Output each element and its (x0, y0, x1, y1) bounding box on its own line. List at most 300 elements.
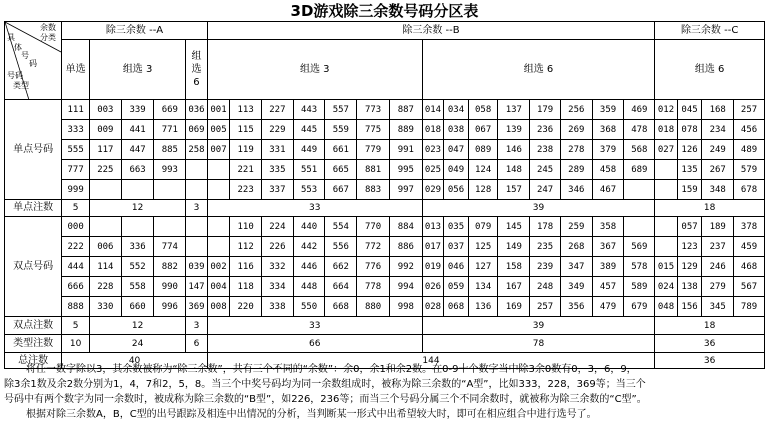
number-cell: 332 (262, 257, 294, 277)
number-cell: 579 (734, 160, 765, 180)
number-cell: 333 (62, 120, 90, 140)
double_rows-row (5, 257, 765, 277)
vertical-char: 6 (193, 77, 200, 88)
number-cell: 034 (444, 100, 469, 120)
number-cell: 441 (121, 120, 154, 140)
number-cell: 331 (262, 140, 294, 160)
number-cell: 158 (498, 257, 530, 277)
number-cell: 338 (262, 297, 294, 317)
number-cell (186, 160, 208, 180)
number-cell: 167 (498, 277, 530, 297)
number-cell: 449 (293, 140, 325, 160)
number-cell (207, 217, 230, 237)
count-cell: 3 (186, 200, 208, 217)
number-cell: 998 (389, 297, 422, 317)
double_rows-row (5, 217, 765, 237)
number-cell: 089 (468, 140, 498, 160)
number-cell: 992 (389, 257, 422, 277)
count-cell: 12 (89, 317, 185, 335)
number-cell: 047 (444, 140, 469, 160)
single_rows-row (5, 120, 765, 140)
number-cell: 886 (389, 237, 422, 257)
count-cell: 33 (207, 200, 422, 217)
single_rows-row (5, 100, 765, 120)
number-cell: 257 (734, 100, 765, 120)
number-cell: 019 (422, 257, 444, 277)
number-cell: 996 (154, 297, 186, 317)
number-cell: 057 (677, 217, 702, 237)
number-cell: 678 (734, 180, 765, 200)
number-cell: 559 (325, 120, 357, 140)
total-label: 总注数 (5, 353, 62, 369)
number-cell: 256 (560, 100, 592, 120)
number-cell: 246 (702, 257, 734, 277)
c-zuxuan6-header: 组选 6 (655, 40, 765, 100)
number-cell: 124 (468, 160, 498, 180)
number-cell (207, 180, 230, 200)
number-cell: 459 (734, 237, 765, 257)
number-cell: 229 (262, 120, 294, 140)
number-cell: 660 (121, 297, 154, 317)
number-cell: 227 (262, 100, 294, 120)
number-cell: 136 (468, 297, 498, 317)
number-cell: 045 (677, 100, 702, 120)
number-cell: 234 (702, 120, 734, 140)
number-cell: 069 (186, 120, 208, 140)
number-cell: 118 (230, 277, 262, 297)
number-cell: 002 (207, 257, 230, 277)
number-cell: 885 (154, 140, 186, 160)
number-cell: 554 (325, 217, 357, 237)
count-cell: 39 (422, 317, 655, 335)
number-cell: 268 (560, 237, 592, 257)
number-cell: 039 (186, 257, 208, 277)
number-cell: 134 (468, 277, 498, 297)
number-cell: 189 (702, 217, 734, 237)
number-cell: 068 (444, 297, 469, 317)
number-cell: 110 (230, 217, 262, 237)
number-cell: 345 (702, 297, 734, 317)
note-line: 将任一数字除以3，其余数被称为“除三余数”，共有三个不同的“余数”：余0，余1和余2数。在0-9十个数字当中除3余0数有0，3，6，9， (26, 364, 637, 375)
number-cell: 116 (230, 257, 262, 277)
number-cell: 018 (655, 120, 678, 140)
corner-label: 具 (7, 33, 15, 42)
number-cell: 467 (592, 180, 624, 200)
corner-label: 余数 (40, 23, 56, 32)
number-cell (89, 217, 121, 237)
number-cell: 347 (560, 257, 592, 277)
number-cell: 156 (677, 297, 702, 317)
number-cell: 220 (230, 297, 262, 317)
number-cell: 008 (207, 297, 230, 317)
number-cell: 555 (62, 140, 90, 160)
number-cell: 772 (357, 237, 390, 257)
number-cell (624, 217, 655, 237)
single-count-row-label: 单点注数 (5, 200, 62, 217)
number-cell: 026 (422, 277, 444, 297)
number-cell: 224 (262, 217, 294, 237)
number-cell (154, 217, 186, 237)
corner-label: 号码 (7, 71, 23, 80)
number-cell: 025 (422, 160, 444, 180)
note-line: 根据对除三余数A，B，C型的出号跟踪及相连中出情况的分析，当判断某一形式中出希望较大时，即可在相应组合中进行选号了。 (26, 409, 597, 420)
number-cell: 007 (207, 140, 230, 160)
number-cell: 991 (389, 140, 422, 160)
number-cell: 119 (230, 140, 262, 160)
number-cell: 114 (89, 257, 121, 277)
number-cell: 221 (230, 160, 262, 180)
number-cell: 356 (560, 297, 592, 317)
number-cell: 247 (530, 180, 561, 200)
vertical-char: 选 (191, 64, 202, 75)
number-cell: 568 (624, 140, 655, 160)
corner-label: 体 (14, 43, 22, 52)
number-cell: 778 (357, 277, 390, 297)
double_rows-row (5, 277, 765, 297)
number-cell: 129 (677, 257, 702, 277)
number-cell: 444 (62, 257, 90, 277)
number-cell: 994 (389, 277, 422, 297)
number-cell: 335 (262, 160, 294, 180)
number-cell: 556 (325, 237, 357, 257)
number-cell: 553 (293, 180, 325, 200)
number-cell: 225 (89, 160, 121, 180)
number-cell (655, 237, 678, 257)
single_rows-row (5, 180, 765, 200)
number-cell: 000 (62, 217, 90, 237)
number-cell: 551 (293, 160, 325, 180)
number-cell: 359 (592, 100, 624, 120)
number-cell: 018 (422, 120, 444, 140)
number-cell: 258 (186, 140, 208, 160)
double_rows-row (5, 237, 765, 257)
number-cell: 445 (293, 120, 325, 140)
number-cell: 578 (624, 257, 655, 277)
number-cell: 336 (121, 237, 154, 257)
number-cell: 015 (655, 257, 678, 277)
number-cell: 169 (498, 297, 530, 317)
number-cell: 013 (422, 217, 444, 237)
header-row-types (5, 40, 765, 70)
number-cell: 368 (592, 120, 624, 140)
count-cell: 5 (62, 200, 90, 217)
a-zuxuan3-header: 组选 3 (89, 40, 185, 100)
number-cell: 006 (89, 237, 121, 257)
number-cell: 278 (560, 140, 592, 160)
number-cell: 689 (624, 160, 655, 180)
number-cell: 379 (592, 140, 624, 160)
number-cell: 238 (530, 140, 561, 160)
type-count-row-label: 类型注数 (5, 335, 62, 353)
danxuan-header: 单选 (62, 40, 90, 100)
count-cell: 18 (655, 200, 765, 217)
count-cell: 33 (207, 317, 422, 335)
note-line: 号码中有两个数字为同一余数时，被成称为除三余数的“B型”，如226，236等；而当三个号码分属三个不同余数时，就被称为除三余数的“C型”。 (4, 394, 647, 405)
number-cell: 035 (444, 217, 469, 237)
number-cell: 279 (702, 277, 734, 297)
number-cell: 779 (357, 140, 390, 160)
a-zuxuan6-header (186, 40, 208, 100)
number-cell: 012 (655, 100, 678, 120)
number-cell: 117 (89, 140, 121, 160)
number-cell: 662 (325, 257, 357, 277)
number-cell: 027 (655, 140, 678, 160)
number-cell: 048 (655, 297, 678, 317)
total-c: 36 (655, 353, 765, 369)
number-cell: 149 (498, 237, 530, 257)
number-cell (121, 217, 154, 237)
number-cell (655, 217, 678, 237)
total-b: 144 (207, 353, 655, 369)
number-cell: 146 (498, 140, 530, 160)
number-cell: 389 (592, 257, 624, 277)
number-cell: 239 (530, 257, 561, 277)
number-cell (207, 237, 230, 257)
number-cell: 248 (530, 277, 561, 297)
number-cell: 567 (734, 277, 765, 297)
number-cell: 157 (498, 180, 530, 200)
number-cell: 456 (734, 120, 765, 140)
number-cell: 249 (702, 140, 734, 160)
number-cell: 489 (734, 140, 765, 160)
number-cell: 079 (468, 217, 498, 237)
number-cell: 159 (677, 180, 702, 200)
number-cell: 558 (121, 277, 154, 297)
b-zuxuan6-header: 组选 6 (422, 40, 655, 100)
number-cell: 557 (325, 100, 357, 120)
number-cell: 168 (702, 100, 734, 120)
number-cell: 777 (62, 160, 90, 180)
number-cell: 457 (592, 277, 624, 297)
number-cell: 884 (389, 217, 422, 237)
count-cell: 3 (186, 317, 208, 335)
number-cell (121, 180, 154, 200)
number-cell: 569 (624, 237, 655, 257)
number-cell: 330 (89, 297, 121, 317)
number-cell: 014 (422, 100, 444, 120)
number-cell: 269 (560, 120, 592, 140)
number-cell: 046 (444, 257, 469, 277)
number-cell: 125 (468, 237, 498, 257)
number-cell: 889 (389, 120, 422, 140)
number-cell: 888 (62, 297, 90, 317)
number-cell: 448 (293, 277, 325, 297)
number-cell: 358 (592, 217, 624, 237)
number-cell: 882 (154, 257, 186, 277)
number-cell: 024 (655, 277, 678, 297)
number-cell: 137 (498, 100, 530, 120)
note-line: 除3余1数及余2数分别为1，4，7和2，5，8。当三个中奖号码均为同一余数组成时，被称为除三余数的“A型”，比如333，228，369等；当三个 (4, 379, 646, 390)
number-cell: 147 (186, 277, 208, 297)
number-cell: 139 (498, 120, 530, 140)
number-cell: 017 (422, 237, 444, 257)
number-cell: 223 (230, 180, 262, 200)
number-cell: 667 (325, 180, 357, 200)
vertical-char: 组 (191, 51, 202, 62)
corner-label: 号 (21, 51, 29, 60)
number-cell: 067 (468, 120, 498, 140)
number-cell: 038 (444, 120, 469, 140)
number-cell: 115 (230, 120, 262, 140)
number-cell: 880 (357, 297, 390, 317)
number-cell: 550 (293, 297, 325, 317)
number-cell: 447 (121, 140, 154, 160)
count-cell: 66 (207, 335, 422, 353)
number-cell: 990 (154, 277, 186, 297)
number-cell: 774 (154, 237, 186, 257)
number-cell: 468 (734, 257, 765, 277)
number-cell: 469 (624, 100, 655, 120)
number-cell: 005 (207, 120, 230, 140)
group-a-header: 除三余数 --A (62, 22, 207, 40)
number-cell: 337 (262, 180, 294, 200)
number-cell: 552 (121, 257, 154, 277)
number-cell: 245 (530, 160, 561, 180)
number-cell: 666 (62, 277, 90, 297)
number-cell: 997 (389, 180, 422, 200)
double-count-row-label: 双点注数 (5, 317, 62, 335)
number-cell: 458 (592, 160, 624, 180)
number-cell: 478 (624, 120, 655, 140)
number-cell: 112 (230, 237, 262, 257)
number-cell: 665 (325, 160, 357, 180)
number-cell: 669 (154, 100, 186, 120)
number-cell: 148 (498, 160, 530, 180)
corner-label: 分类 (40, 33, 56, 42)
corner-label: 类型 (13, 81, 29, 90)
number-cell: 145 (498, 217, 530, 237)
number-cell: 442 (293, 237, 325, 257)
number-cell: 443 (293, 100, 325, 120)
number-cell (154, 180, 186, 200)
number-cell: 078 (677, 120, 702, 140)
number-cell (655, 180, 678, 200)
type-count-row (5, 335, 765, 353)
number-cell: 773 (357, 100, 390, 120)
number-cell: 479 (592, 297, 624, 317)
header-row-groups (5, 22, 765, 40)
number-cell: 056 (444, 180, 469, 200)
number-cell: 446 (293, 257, 325, 277)
number-cell: 222 (62, 237, 90, 257)
number-cell: 235 (530, 237, 561, 257)
number-cell: 289 (560, 160, 592, 180)
double-label: 双点号码 (5, 217, 62, 317)
count-cell: 5 (62, 317, 90, 335)
number-cell: 776 (357, 257, 390, 277)
number-cell: 049 (444, 160, 469, 180)
number-cell: 257 (530, 297, 561, 317)
number-cell: 999 (62, 180, 90, 200)
number-cell: 771 (154, 120, 186, 140)
number-cell: 887 (389, 100, 422, 120)
number-cell: 237 (702, 237, 734, 257)
number-cell: 679 (624, 297, 655, 317)
count-cell: 6 (186, 335, 208, 353)
number-cell: 378 (734, 217, 765, 237)
number-cell: 883 (357, 180, 390, 200)
number-cell: 226 (262, 237, 294, 257)
number-cell: 028 (422, 297, 444, 317)
number-cell: 236 (530, 120, 561, 140)
count-cell: 12 (89, 200, 185, 217)
number-cell: 995 (389, 160, 422, 180)
group-c-header: 除三余数 --C (655, 22, 765, 40)
corner-label: 码 (29, 59, 37, 68)
number-cell (624, 180, 655, 200)
single-count-row (5, 200, 765, 217)
count-cell: 18 (655, 317, 765, 335)
number-cell: 775 (357, 120, 390, 140)
number-cell: 128 (468, 180, 498, 200)
number-cell: 138 (677, 277, 702, 297)
number-cell: 001 (207, 100, 230, 120)
number-cell: 009 (89, 120, 121, 140)
number-cell: 349 (560, 277, 592, 297)
count-cell: 10 (62, 335, 90, 353)
number-cell: 178 (530, 217, 561, 237)
single_rows-row (5, 160, 765, 180)
double_rows-row (5, 297, 765, 317)
number-cell: 440 (293, 217, 325, 237)
number-cell: 664 (325, 277, 357, 297)
number-cell: 036 (186, 100, 208, 120)
total-a: 40 (62, 353, 207, 369)
number-cell: 789 (734, 297, 765, 317)
number-cell: 004 (207, 277, 230, 297)
number-cell: 369 (186, 297, 208, 317)
number-cell: 179 (530, 100, 561, 120)
number-cell (207, 160, 230, 180)
single-label: 单点号码 (5, 100, 62, 200)
number-cell: 228 (89, 277, 121, 297)
number-cell: 113 (230, 100, 262, 120)
double-count-row (5, 317, 765, 335)
number-cell: 663 (121, 160, 154, 180)
count-cell: 24 (89, 335, 185, 353)
count-cell: 39 (422, 200, 655, 217)
number-cell: 770 (357, 217, 390, 237)
number-cell: 126 (677, 140, 702, 160)
count-cell: 78 (422, 335, 655, 353)
number-cell: 589 (624, 277, 655, 297)
number-cell: 348 (702, 180, 734, 200)
number-cell: 037 (444, 237, 469, 257)
number-cell: 259 (560, 217, 592, 237)
page-title: 3D游戏除三余数号码分区表 (290, 2, 479, 20)
number-cell: 367 (592, 237, 624, 257)
number-cell: 993 (154, 160, 186, 180)
group-b-header: 除三余数 --B (207, 22, 655, 40)
b-zuxuan3-header: 组选 3 (207, 40, 422, 100)
number-cell (89, 180, 121, 200)
number-cell: 059 (444, 277, 469, 297)
corner-header (5, 22, 62, 100)
number-cell: 123 (677, 237, 702, 257)
number-cell: 127 (468, 257, 498, 277)
number-cell (186, 217, 208, 237)
single_rows-row (5, 140, 765, 160)
number-cell: 135 (677, 160, 702, 180)
number-cell: 339 (121, 100, 154, 120)
number-cell: 346 (560, 180, 592, 200)
number-cell: 267 (702, 160, 734, 180)
number-cell: 023 (422, 140, 444, 160)
number-cell: 029 (422, 180, 444, 200)
number-cell (655, 160, 678, 180)
number-cell: 111 (62, 100, 90, 120)
number-cell (186, 180, 208, 200)
